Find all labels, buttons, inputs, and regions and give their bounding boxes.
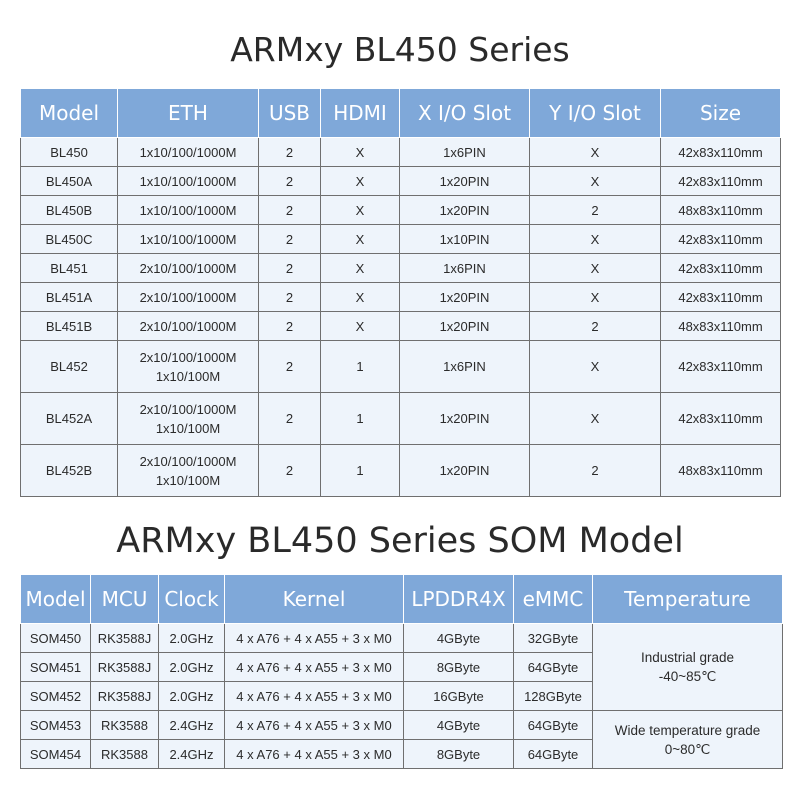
eth-cell [118,254,259,283]
clock-cell: 2.0GHz [159,653,225,682]
model-cell: BL451A [21,283,118,312]
eth-line: 1x10/100/1000M [139,173,237,189]
hdmi-cell: X [321,254,400,283]
som-section-title: ARMxy BL450 Series SOM Model [116,521,684,561]
y-io-slot-cell: X [530,393,661,445]
table-header-row [21,89,781,138]
table-row [21,138,781,167]
hdmi-cell: 1 [321,445,400,497]
usb-cell: 2 [259,445,321,497]
x-io-slot-cell: 1x20PIN [400,196,530,225]
column-header-usb: USB [259,89,321,138]
emmc-cell: 64GByte [514,711,593,740]
eth-line: 2x10/100/1000M [139,289,237,305]
table-row [21,624,783,653]
model-cell: BL450B [21,196,118,225]
eth-line: 2x10/100/1000M [139,401,237,417]
kernel-cell: 4 x A76 + 4 x A55 + 3 x M0 [225,624,404,653]
eth-cell [118,445,259,497]
column-header-temperature: Temperature [593,575,783,624]
mcu-cell: RK3588 [91,740,159,769]
temperature-cell [593,711,783,769]
eth-line: 1x10/100/1000M [139,202,237,218]
column-header-model: Model [21,89,118,138]
table-row [21,283,781,312]
table-row [21,312,781,341]
clock-cell: 2.0GHz [159,624,225,653]
usb-cell: 2 [259,341,321,393]
table-row [21,196,781,225]
emmc-cell: 64GByte [514,740,593,769]
model-cell: SOM451 [21,653,91,682]
y-io-slot-cell: X [530,254,661,283]
eth-cell [118,167,259,196]
hdmi-cell: X [321,283,400,312]
x-io-slot-cell: 1x20PIN [400,167,530,196]
table-row [21,445,781,497]
column-header-model: Model [21,575,91,624]
y-io-slot-cell: X [530,283,661,312]
hdmi-cell: 1 [321,341,400,393]
kernel-cell: 4 x A76 + 4 x A55 + 3 x M0 [225,740,404,769]
hdmi-cell: X [321,312,400,341]
eth-line: 2x10/100/1000M [139,318,237,334]
eth-cell [118,393,259,445]
column-header-kernel: Kernel [225,575,404,624]
emmc-cell: 32GByte [514,624,593,653]
hdmi-cell: X [321,196,400,225]
model-cell: SOM450 [21,624,91,653]
lpddr4x-cell: 16GByte [404,682,514,711]
hdmi-cell: 1 [321,393,400,445]
eth-line: 2x10/100/1000M [139,453,237,469]
size-cell: 42x83x110mm [661,341,781,393]
y-io-slot-cell: 2 [530,445,661,497]
hdmi-cell: X [321,225,400,254]
kernel-cell: 4 x A76 + 4 x A55 + 3 x M0 [225,711,404,740]
som-model-table [20,574,783,769]
table-row [21,711,783,740]
clock-cell: 2.0GHz [159,682,225,711]
column-header-eth: ETH [118,89,259,138]
temperature-line: Industrial grade [640,650,735,665]
y-io-slot-cell: X [530,225,661,254]
column-header-hdmi: HDMI [321,89,400,138]
lpddr4x-cell: 8GByte [404,653,514,682]
usb-cell: 2 [259,167,321,196]
y-io-slot-cell: X [530,167,661,196]
eth-line: 1x10/100M [155,472,221,488]
usb-cell: 2 [259,196,321,225]
mcu-cell: RK3588J [91,653,159,682]
model-cell: BL452A [21,393,118,445]
table-row [21,225,781,254]
eth-cell [118,283,259,312]
kernel-cell: 4 x A76 + 4 x A55 + 3 x M0 [225,653,404,682]
eth-line: 2x10/100/1000M [139,349,237,365]
clock-cell: 2.4GHz [159,711,225,740]
x-io-slot-cell: 1x6PIN [400,138,530,167]
lpddr4x-cell: 4GByte [404,711,514,740]
model-cell: BL450 [21,138,118,167]
lpddr4x-cell: 8GByte [404,740,514,769]
model-cell: BL450C [21,225,118,254]
x-io-slot-cell: 1x20PIN [400,283,530,312]
model-cell: BL452 [21,341,118,393]
mcu-cell: RK3588J [91,682,159,711]
column-header-clock: Clock [159,575,225,624]
size-cell: 42x83x110mm [661,138,781,167]
column-header-mcu: MCU [91,575,159,624]
model-cell: SOM453 [21,711,91,740]
emmc-cell: 64GByte [514,653,593,682]
x-io-slot-cell: 1x20PIN [400,445,530,497]
table-row [21,393,781,445]
model-cell: BL451B [21,312,118,341]
temperature-line: Wide temperature grade [614,722,761,738]
emmc-cell: 128GByte [514,682,593,711]
eth-line: 1x10/100/1000M [139,144,237,160]
table-row [21,254,781,283]
temperature-line: 0~80℃ [664,741,711,757]
mcu-cell: RK3588J [91,624,159,653]
model-cell: SOM452 [21,682,91,711]
table-row [21,167,781,196]
x-io-slot-cell: 1x20PIN [400,312,530,341]
usb-cell: 2 [259,393,321,445]
column-header-y-io-slot: Y I/O Slot [530,89,661,138]
size-cell: 42x83x110mm [661,167,781,196]
y-io-slot-cell: X [530,138,661,167]
y-io-slot-cell: 2 [530,312,661,341]
model-cell: SOM454 [21,740,91,769]
eth-cell [118,312,259,341]
size-cell: 42x83x110mm [661,283,781,312]
column-header-x-io-slot: X I/O Slot [400,89,530,138]
usb-cell: 2 [259,254,321,283]
size-cell: 42x83x110mm [661,254,781,283]
usb-cell: 2 [259,225,321,254]
model-cell: BL451 [21,254,118,283]
column-header-size: Size [661,89,781,138]
x-io-slot-cell: 1x10PIN [400,225,530,254]
size-cell: 48x83x110mm [661,312,781,341]
size-cell: 42x83x110mm [661,393,781,445]
eth-cell [118,196,259,225]
hdmi-cell: X [321,167,400,196]
clock-cell: 2.4GHz [159,740,225,769]
size-cell: 48x83x110mm [661,445,781,497]
model-cell: BL450A [21,167,118,196]
x-io-slot-cell: 1x20PIN [400,393,530,445]
x-io-slot-cell: 1x6PIN [400,341,530,393]
eth-cell [118,341,259,393]
size-cell: 48x83x110mm [661,196,781,225]
column-header-lpddr4x: LPDDR4X [404,575,514,624]
column-header-emmc: eMMC [514,575,593,624]
bl450-series-table [20,88,781,497]
eth-line: 1x10/100/1000M [139,231,237,247]
eth-line: 1x10/100M [155,420,221,436]
eth-cell [118,138,259,167]
y-io-slot-cell: X [530,341,661,393]
model-cell: BL452B [21,445,118,497]
eth-cell [118,225,259,254]
usb-cell: 2 [259,283,321,312]
page-title: ARMxy BL450 Series [230,30,570,69]
mcu-cell: RK3588 [91,711,159,740]
lpddr4x-cell: 4GByte [404,624,514,653]
temperature-cell [593,624,783,711]
x-io-slot-cell: 1x6PIN [400,254,530,283]
hdmi-cell: X [321,138,400,167]
table-row [21,341,781,393]
size-cell: 42x83x110mm [661,225,781,254]
temperature-line: -40~85℃ [658,669,717,684]
y-io-slot-cell: 2 [530,196,661,225]
eth-line: 2x10/100/1000M [139,260,237,276]
usb-cell: 2 [259,312,321,341]
table-header-row [21,575,783,624]
usb-cell: 2 [259,138,321,167]
eth-line: 1x10/100M [155,368,221,384]
kernel-cell: 4 x A76 + 4 x A55 + 3 x M0 [225,682,404,711]
